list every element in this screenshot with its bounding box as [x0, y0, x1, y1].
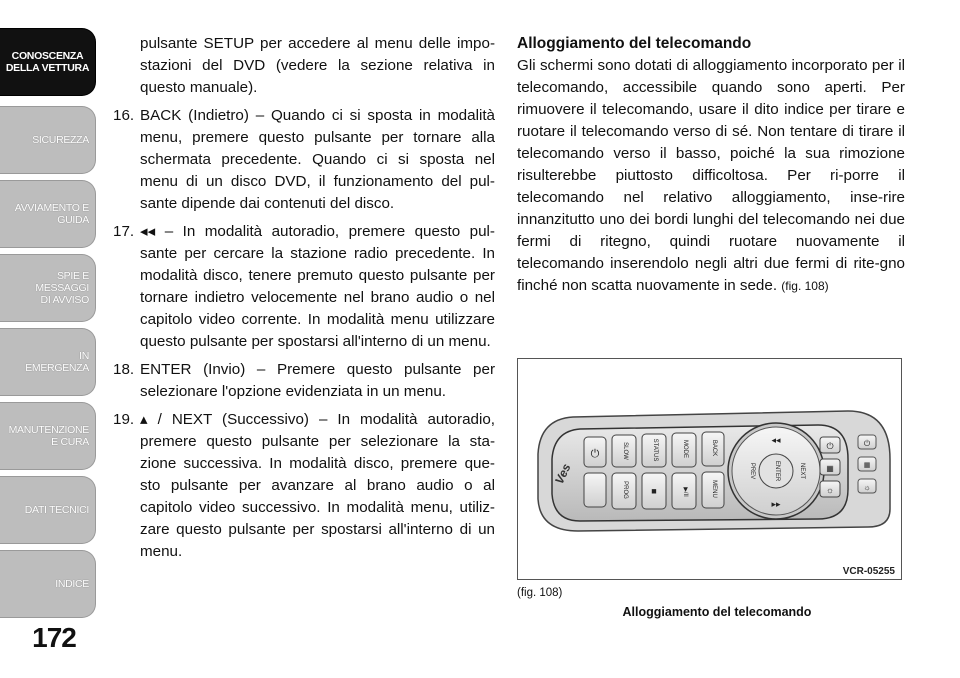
power-housing-icon: ⏻ — [863, 439, 871, 448]
display-icon: ▦ — [863, 462, 871, 469]
stop-icon: ■ — [651, 486, 657, 496]
item-text: ◂◂ – In modalità autoradio, premere questo pul-sante per cercare la stazione radio precedente. In modalità disco, tenere premuto questo pulsante per tornare indietro velocemente nel brano audio o nel capitolo video corrente. In modalità menu utilizzare questo pulsante per spostarsi all'interno di un menu. — [140, 223, 495, 350]
list-item — [113, 221, 495, 353]
item-number: 18. — [113, 361, 135, 378]
prev-button-label: PREV — [749, 462, 755, 480]
power-small-icon: ⏻ — [826, 441, 834, 451]
tab-manutenzione[interactable]: MANUTENZIONE E CURA — [0, 402, 96, 470]
sun-icon: ☼ — [863, 483, 871, 492]
tab-spie[interactable]: SPIE E MESSAGGI DI AVVISO — [0, 254, 96, 322]
mode-button-label: MODE — [682, 440, 688, 458]
power-icon: ⏻ — [590, 448, 600, 460]
forward-icon: ▸▸ — [771, 499, 781, 509]
list-item — [113, 105, 495, 215]
figure-code: VCR-05255 — [842, 566, 895, 577]
back-button-label: BACK — [711, 439, 717, 457]
item-text: BACK (Indietro) – Quando ci si sposta in modalità menu, premere questo pulsante per tornare alla schermata precedente. Quando ci si sposta nel menu di un disco DVD, il funzionamento del pul-sante dipende dai contenuti del disco. — [140, 107, 495, 212]
list-item — [113, 409, 495, 563]
menu-button-label: MENU — [711, 480, 717, 498]
figure-reference[interactable]: (fig. 108) — [781, 279, 829, 293]
tab-dati-tecnici[interactable]: DATI TECNICI — [0, 476, 96, 544]
next-button-label: NEXT — [799, 462, 805, 480]
screen-icon: ▦ — [826, 464, 834, 473]
brightness-icon: ☼ — [825, 485, 835, 495]
tab-indice[interactable]: INDICE — [0, 550, 96, 618]
status-button-label: STATUS — [652, 438, 658, 462]
tab-emergenza[interactable]: IN EMERGENZA — [0, 328, 96, 396]
item-number: 19. — [113, 411, 135, 428]
right-column — [517, 33, 905, 297]
item-text: ▴ / NEXT (Successivo) – In modalità autoradio, premere questo pulsante per selezionare la sta-zione successiva. In modalità disco, premere que-sto pulsante per avanzare al brano audio o al capitolo video successivo. In modalità menu, utiliz-zare questo pulsante per spostarsi all'interno di un menu. — [140, 411, 495, 560]
dpad — [728, 423, 824, 519]
section-paragraph: Gli schermi sono dotati di alloggiamento incorporato per il telecomando, accessibile quando sono aperti. Per rimuovere il telecomando, usare il dito indice per tirare e ruotare il telecomando verso di sé. Non tentare di tirare il telecomando verso il basso, poiché la sua rimozione risulterebbe piuttosto difficoltosa. Per ri-porre il telecomando nel relativo alloggiamento, inse-rire innanzitutto uno dei bordi lunghi del telecomando nei due fermi di ritegno, quindi ruotare nuovamente il telecomando inserendolo negli altri due fermi di rite-gno finché non scatta nuovamente in sede. (fig. 108) — [517, 57, 905, 294]
tab-conoscenza[interactable]: CONOSCENZA DELLA VETTURA — [0, 28, 96, 96]
section-heading: Alloggiamento del telecomando — [517, 35, 752, 52]
item-number: 16. — [113, 107, 135, 124]
tab-sicurezza[interactable]: SICUREZZA — [0, 106, 96, 174]
slow-button-label: SLOW — [622, 442, 628, 460]
page-number: 172 — [32, 622, 76, 653]
list-item — [113, 359, 495, 403]
left-column — [113, 33, 495, 569]
enter-button-label: ENTER — [774, 460, 780, 482]
play-pause-label: ▶/II — [682, 487, 688, 497]
item-text: ENTER (Invio) – Premere questo pulsante per selezionare l'opzione evidenziata in un menu. — [140, 361, 495, 400]
remote-figure — [517, 358, 902, 580]
tab-avviamento[interactable]: AVVIAMENTO E GUIDA — [0, 180, 96, 248]
rewind-icon: ◂◂ — [771, 435, 781, 445]
intro-paragraph: pulsante SETUP per accedere al menu delle impo-stazioni del DVD (vedere la sezione relativa in questo manuale). — [140, 35, 495, 96]
remote-logo: Ves — [552, 461, 574, 487]
item-number: 17. — [113, 223, 135, 240]
figure-caption: Alloggiamento del telecomando — [622, 605, 812, 619]
prog-button-label: PROG — [622, 481, 628, 499]
remote-illustration — [518, 359, 901, 579]
figure-label: (fig. 108) — [517, 587, 563, 599]
